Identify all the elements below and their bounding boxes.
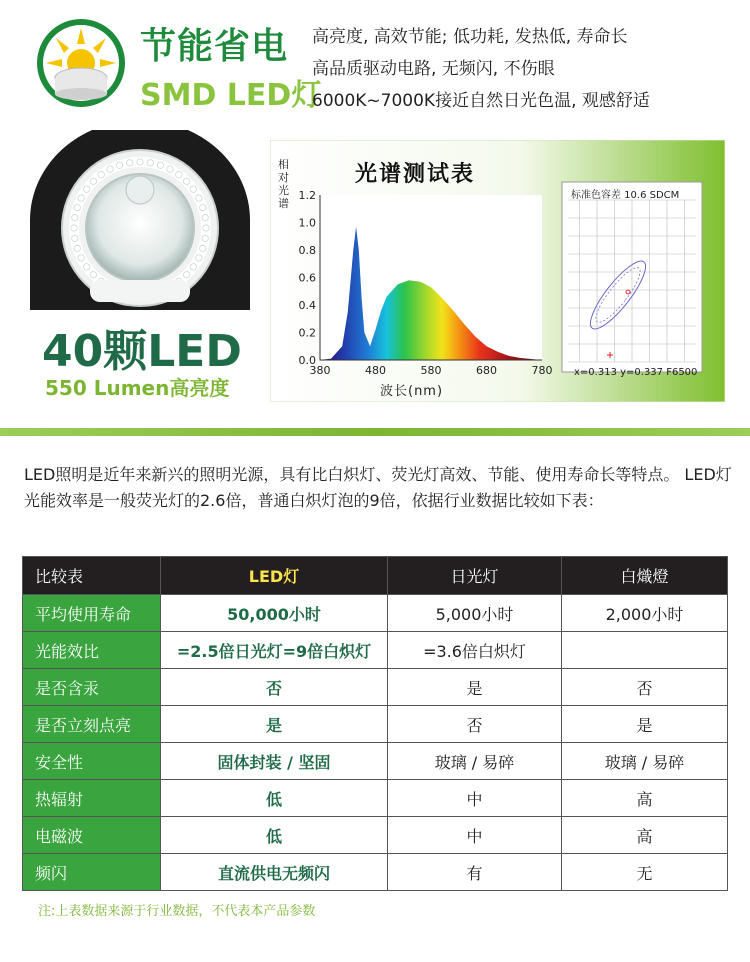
row-label: 电磁波	[23, 817, 161, 854]
x-tick-label: 480	[365, 364, 386, 377]
table-cell: 2,000小时	[562, 595, 728, 632]
cie-title: 标准色容差 10.6 SDCM	[571, 190, 680, 201]
led-dot	[196, 195, 202, 201]
led-dot	[83, 264, 89, 270]
table-cell: =3.6倍白炽灯	[388, 632, 562, 669]
x-tick-label: 580	[420, 364, 442, 377]
table-cell: 否	[562, 669, 728, 706]
header-cell-led: LED灯	[161, 557, 388, 595]
led-dot	[176, 171, 182, 177]
row-label: 平均使用寿命	[23, 595, 161, 632]
led-count: 40颗LED	[42, 326, 242, 377]
led-dot	[74, 204, 80, 210]
y-tick-label: 0.6	[298, 271, 316, 285]
table-row	[23, 669, 728, 706]
feature-line-3: 6000K~7000K接近自然日光色温, 观感舒适	[312, 91, 650, 111]
table-cell: 直流供电无频闪	[161, 854, 388, 891]
led-dot	[202, 214, 208, 220]
table-cell	[562, 632, 728, 669]
table-cell: 玻璃 / 易碎	[562, 743, 728, 780]
table-cell: 无	[562, 854, 728, 891]
table-cell: 玻璃 / 易碎	[388, 743, 562, 780]
table-cell: 是	[562, 706, 728, 743]
led-dot	[72, 214, 78, 220]
table-cell: 是	[388, 669, 562, 706]
y-tick-label: 1.2	[298, 189, 316, 202]
row-label: 频闪	[23, 854, 161, 891]
spectrum-y-label: 相对光谱	[278, 158, 289, 210]
x-tick-label: 780	[531, 364, 553, 377]
x-tick-label: 380	[309, 364, 331, 377]
table-row	[23, 817, 728, 854]
led-dot	[183, 271, 189, 277]
table-row	[23, 595, 728, 632]
led-magnifier-lamp-image	[20, 130, 260, 310]
y-tick-label: 0.8	[298, 244, 316, 257]
led-dot	[83, 186, 89, 192]
table-row	[23, 706, 728, 743]
led-dot	[202, 235, 208, 241]
table-cell: 否	[161, 669, 388, 706]
feature-line-2: 高品质驱动电路, 无频闪, 不伤眼	[312, 59, 555, 79]
y-tick-label: 0.0	[298, 354, 316, 367]
intro-paragraph: LED照明是近年来新兴的照明光源，具有比白炽灯、荧光灯高效、节能、使用寿命长等特点。 LED灯光能效率是一般荧光灯的2.6倍，普通白炽灯泡的9倍，依据行业数据比较如下表：	[24, 465, 732, 510]
table-header-row	[23, 557, 728, 595]
table-cell: 是	[161, 706, 388, 743]
led-dot	[71, 225, 77, 231]
y-tick-label: 1.0	[298, 216, 316, 230]
header-subtitle: SMD LED灯	[140, 78, 322, 113]
table-cell: 有	[388, 854, 562, 891]
table-row	[23, 854, 728, 891]
table-row	[23, 780, 728, 817]
led-dot	[196, 255, 202, 261]
table-row	[23, 743, 728, 780]
led-dot	[78, 255, 84, 261]
table-cell: 低	[161, 780, 388, 817]
cie-coordinates: x=0.313 y=0.337 F6500	[574, 367, 698, 378]
led-dot	[78, 195, 84, 201]
table-cell: 高	[562, 780, 728, 817]
y-tick-label: 0.4	[298, 299, 316, 312]
row-label: 热辐射	[23, 780, 161, 817]
table-cell: 中	[388, 780, 562, 817]
table-cell: 低	[161, 817, 388, 854]
table-cell: =2.5倍日光灯=9倍白炽灯	[161, 632, 388, 669]
table-cell: 50,000小时	[161, 595, 388, 632]
spectrum-title: 光谱测试表	[355, 162, 476, 187]
led-dot	[90, 178, 96, 184]
led-dot	[157, 162, 163, 168]
y-tick-label: 0.2	[298, 326, 316, 340]
header-title: 节能省电	[140, 26, 289, 67]
table-cell: 固体封装 / 坚固	[161, 743, 388, 780]
led-dot	[72, 235, 78, 241]
row-label: 安全性	[23, 743, 161, 780]
led-dot	[203, 225, 209, 231]
spectrum-panel	[270, 140, 725, 402]
led-dot	[126, 160, 132, 166]
feature-line-1: 高亮度, 高效节能; 低功耗, 发热低, 寿命长	[312, 27, 628, 47]
x-tick-label: 680	[476, 364, 497, 377]
led-dot	[74, 245, 80, 251]
lumen-rating: 550 Lumen高亮度	[45, 376, 230, 400]
led-dot	[190, 186, 196, 192]
header-cell-incandescent: 白熾燈	[562, 557, 728, 595]
table-cell: 高	[562, 817, 728, 854]
table-cell: 5,000小时	[388, 595, 562, 632]
header-cell-compare: 比较表	[23, 557, 161, 595]
row-label: 是否立刻点亮	[23, 706, 161, 743]
led-dot	[167, 166, 173, 172]
led-dot	[107, 166, 113, 172]
table-cell: 中	[388, 817, 562, 854]
row-label: 光能效比	[23, 632, 161, 669]
header-cell-fluorescent: 日光灯	[388, 557, 562, 595]
led-dot	[98, 171, 104, 177]
table-row	[23, 632, 728, 669]
table-cell: 否	[388, 706, 562, 743]
led-dot	[190, 264, 196, 270]
footnote: 注:上表数据来源于行业数据，不代表本产品参数	[38, 904, 316, 919]
energy-saving-logo	[36, 18, 126, 108]
comparison-table	[22, 556, 728, 891]
led-dot	[90, 271, 96, 277]
led-dot	[183, 178, 189, 184]
spectrum-x-label: 波长(nm)	[380, 384, 444, 399]
led-dot	[200, 245, 206, 251]
led-dot	[147, 160, 153, 166]
led-dot	[137, 159, 143, 165]
led-dot	[200, 204, 206, 210]
led-dot	[116, 162, 122, 168]
row-label: 是否含汞	[23, 669, 161, 706]
section-divider	[0, 428, 750, 436]
